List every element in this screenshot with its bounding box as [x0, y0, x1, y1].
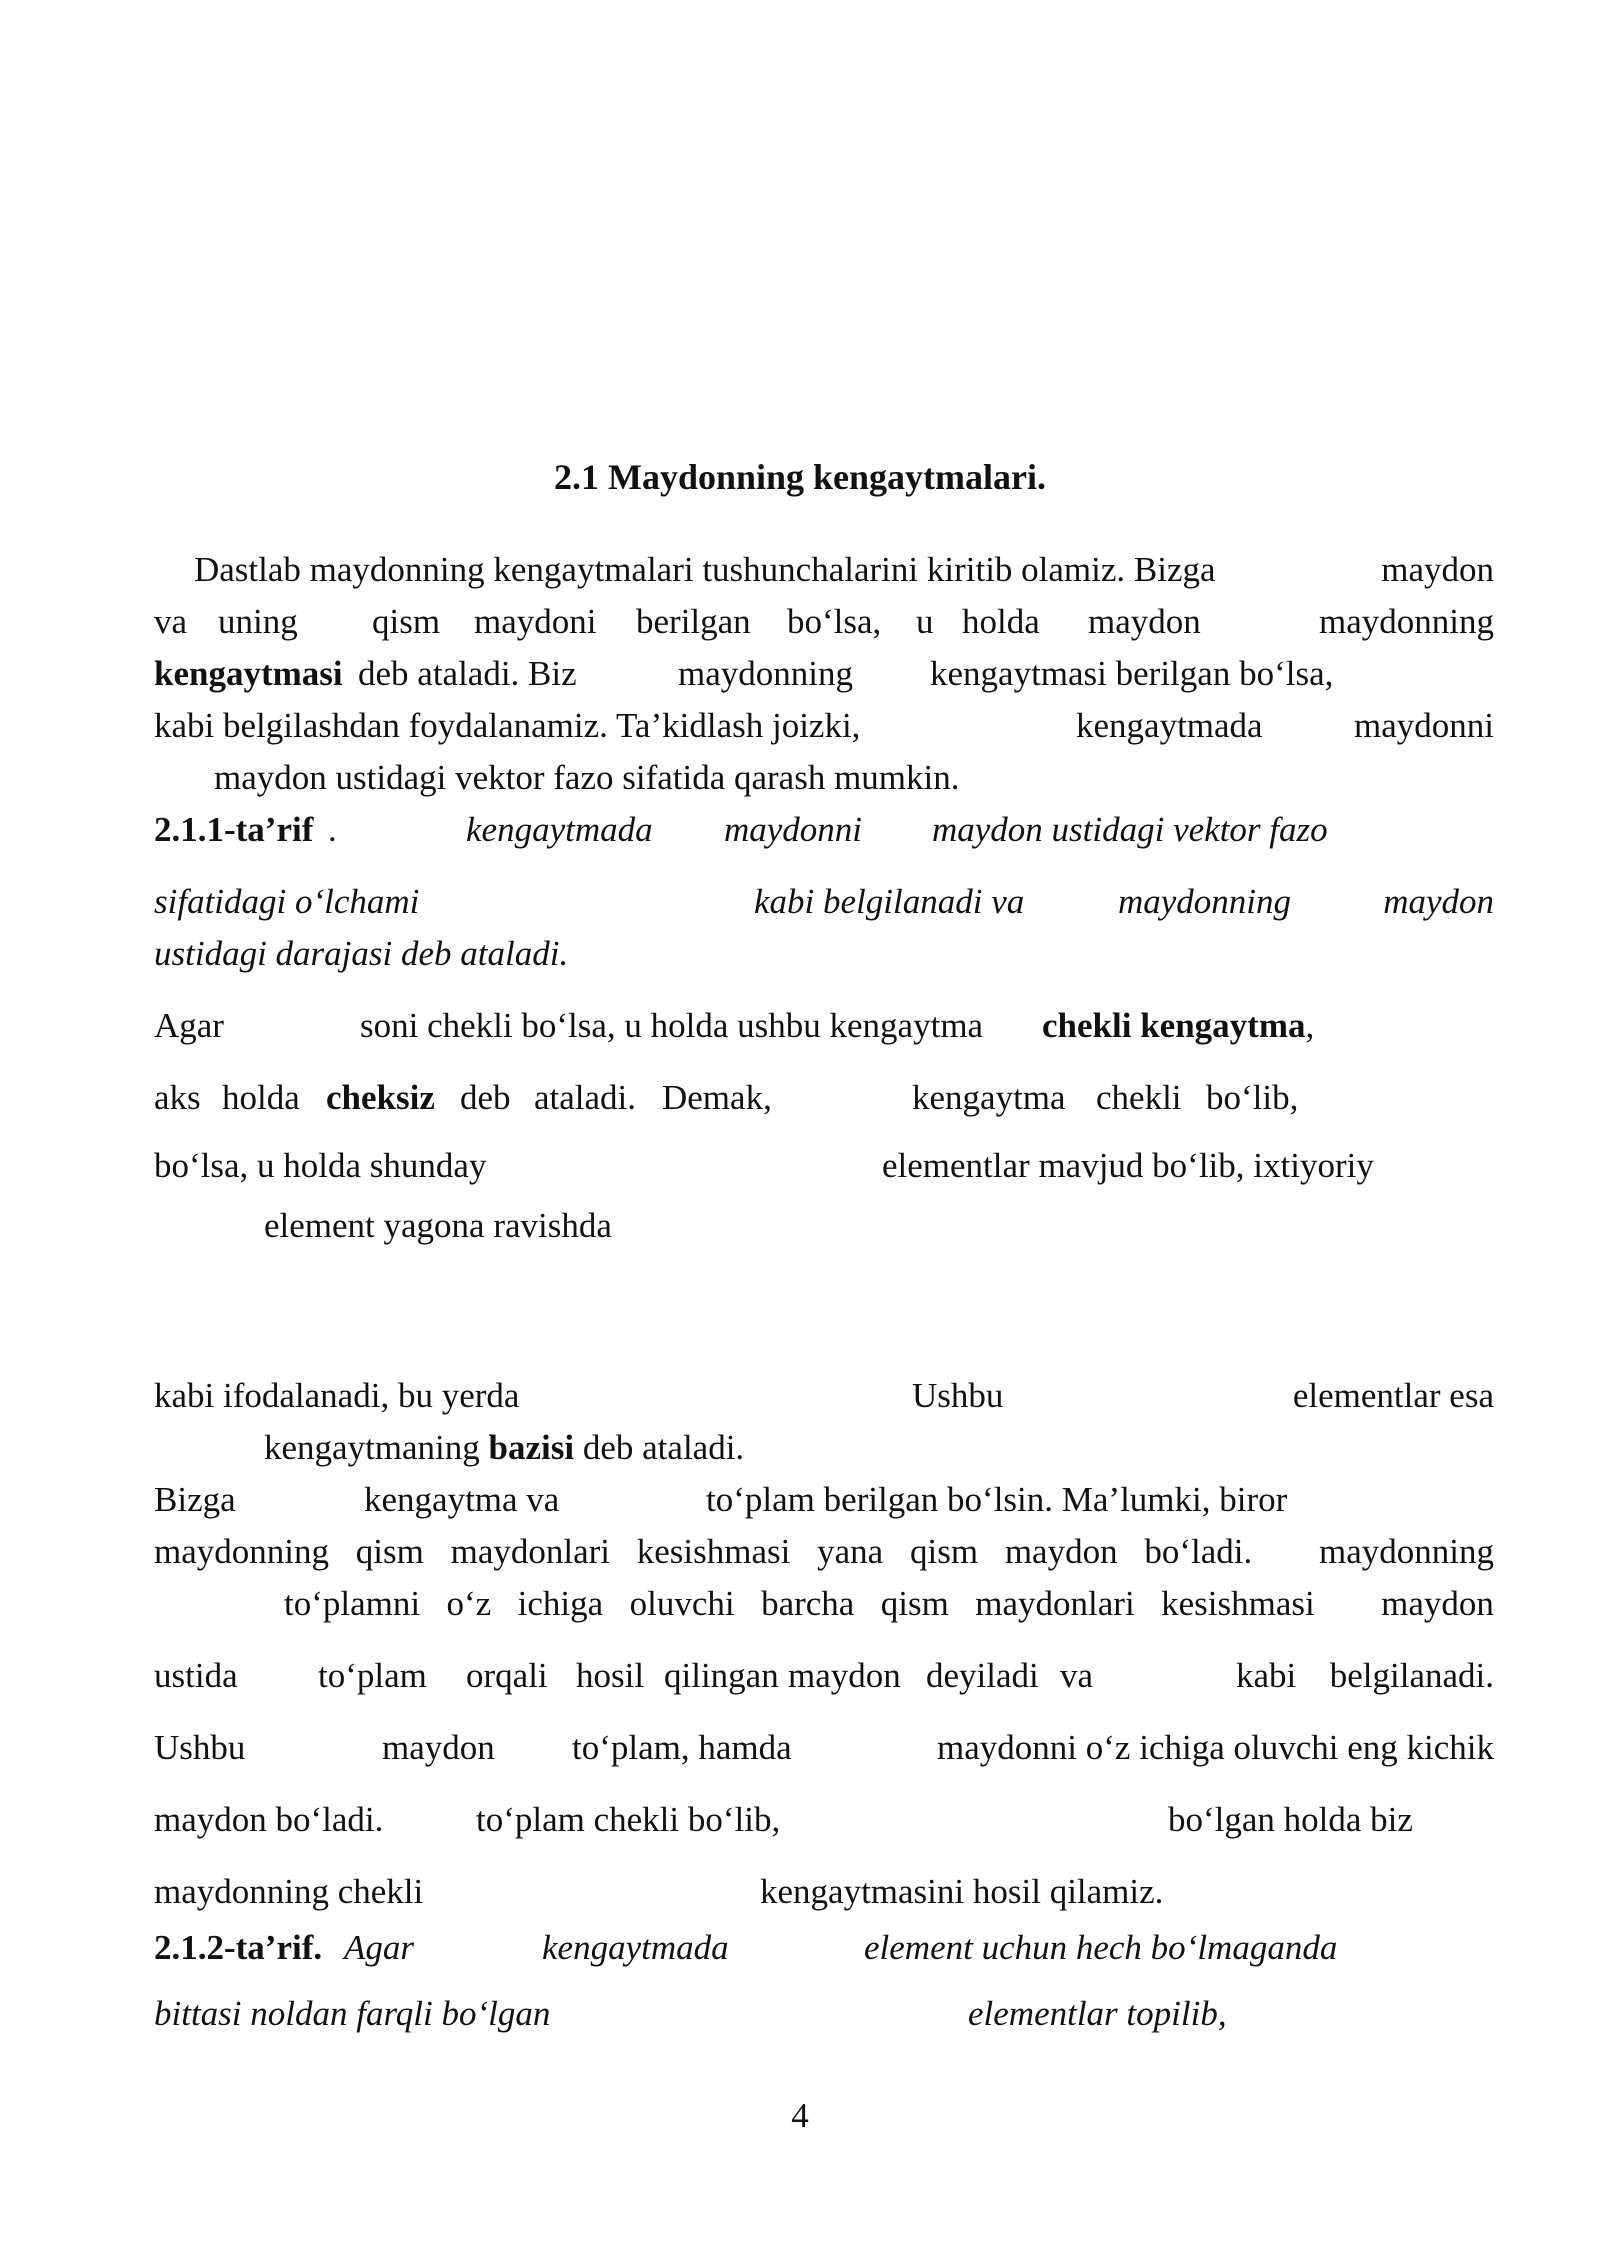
paragraph-line: to‘plamni o‘z ichiga oluvchi barcha qism maydonlari kesishmasi maydon — [284, 1584, 1494, 1623]
definition-label: 2.1.2-ta’rif. — [154, 1928, 323, 1967]
definition-label: 2.1.1-ta’rif — [154, 810, 314, 849]
paragraph-line: maydonning qism maydonlari kesishmasi yana qism maydon bo‘ladi. maydonning — [154, 1532, 1494, 1571]
document-page: 2.1 Maydonning kengaytmalari. Dastlab maydonning kengaytmalari tushunchalarini kiritib olamiz. Bizga maydon va uning qism maydoni berilgan bo‘lsa, u holda maydon maydonning kengaytmasi deb ataladi. Biz maydonning kengaytmasi berilgan bo‘lsa, kabi belgilashdan foydalanamiz. Ta’kidlash joizki, kengaytmada maydonni maydon ustidagi vektor fazo sifatida qarash mumkin. 2.1.1-ta’rif . kengaytmada maydonni maydon ustidagi vektor fazo sifatidagi o‘lchami kabi belgilanadi va maydonning maydon ustidagi darajasi deb ataladi. Agar soni chekli bo‘lsa, u holda ushbu kengaytma chekli kengaytma, aks holda cheksiz deb ataladi. Demak, kengaytma chekli bo‘lib, bo‘lsa, u holda shunday elementlar mavjud bo‘lib, ixtiyoriy element yagona ravishda kabi ifodalanadi, bu yerda Ushbu elementlar esa kengaytmaning bazisi deb ataladi. Bizga kengaytma va to‘plam berilgan bo‘lsin. Ma’lumki, biror maydonning qism maydonlari kesishmasi yana qism maydon bo‘ladi. maydonning to‘plamni o‘z ichiga oluvchi barcha qism maydonlari kesishmasi maydon ustida to‘plam orqali hosil qilingan maydon deyiladi va kabi belgilanadi. Ushbu maydon to‘plam, hamda maydonni o‘z ichiga oluvchi eng kichik maydon bo‘ladi. to‘plam chekli bo‘lib, bo‘lgan holda biz maydonning chekli kengaytmasini hosil qilamiz. 2.1.2-ta’rif. Agar kengaytmada element uchun hech bo‘lmaganda bittasi noldan farqli bo‘lgan elementlar topilib, 4 — [0, 0, 1600, 2262]
section-title: 2.1 Maydonning kengaytmalari. — [553, 457, 1047, 497]
page-number: 4 — [791, 2096, 809, 2135]
